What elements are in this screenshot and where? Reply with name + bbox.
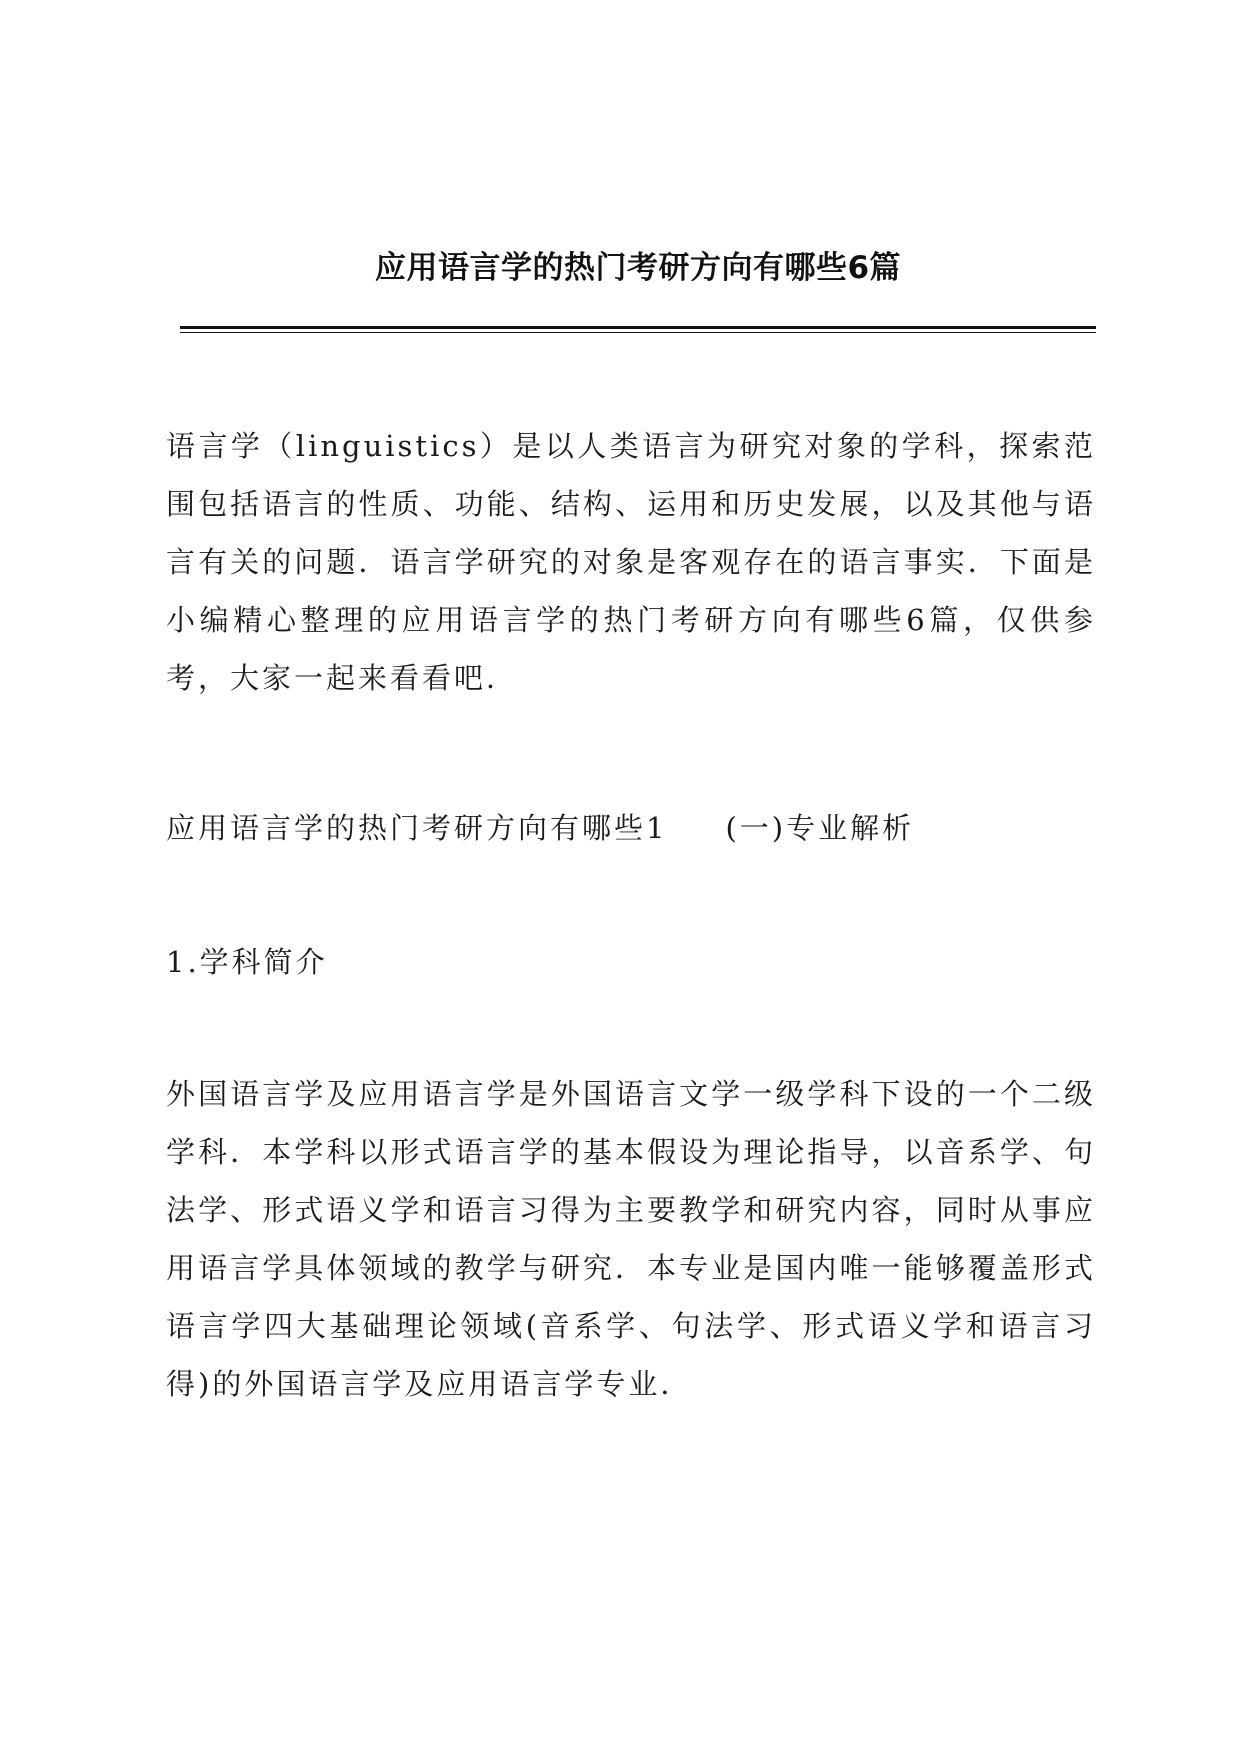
section-heading-title: 应用语言学的热门考研方向有哪些1	[166, 811, 668, 845]
title-divider-thin	[180, 332, 1096, 333]
section-heading	[166, 799, 1096, 857]
document-title: 应用语言学的热门考研方向有哪些6篇	[374, 250, 902, 286]
title-divider-thick	[180, 326, 1096, 329]
sub-heading: 1.学科简介	[166, 945, 328, 979]
section-heading-subtitle: (一)专业解析	[725, 811, 915, 845]
body-paragraph: 外国语言学及应用语言学是外国语言文学一级学科下设的一个二级学科．本学科以形式语言学的基本假设为理论指导，以音系学、句法学、形式语义学和语言习得为主要教学和研究内容，同时从事应用语言学具体领域的教学与研究．本专业是国内唯一能够覆盖形式语言学四大基础理论领域(音系学、句法学、形式语义学和语言习得)的外国语言学及应用语言学专业．	[166, 1077, 1096, 1401]
intro-paragraph: 语言学（linguistics）是以人类语言为研究对象的学科，探索范围包括语言的性质、功能、结构、运用和历史发展，以及其他与语言有关的问题．语言学研究的对象是客观存在的语言事实．下面是小编精心整理的应用语言学的热门考研方向有哪些6篇，仅供参考，大家一起来看看吧．	[166, 429, 1096, 695]
